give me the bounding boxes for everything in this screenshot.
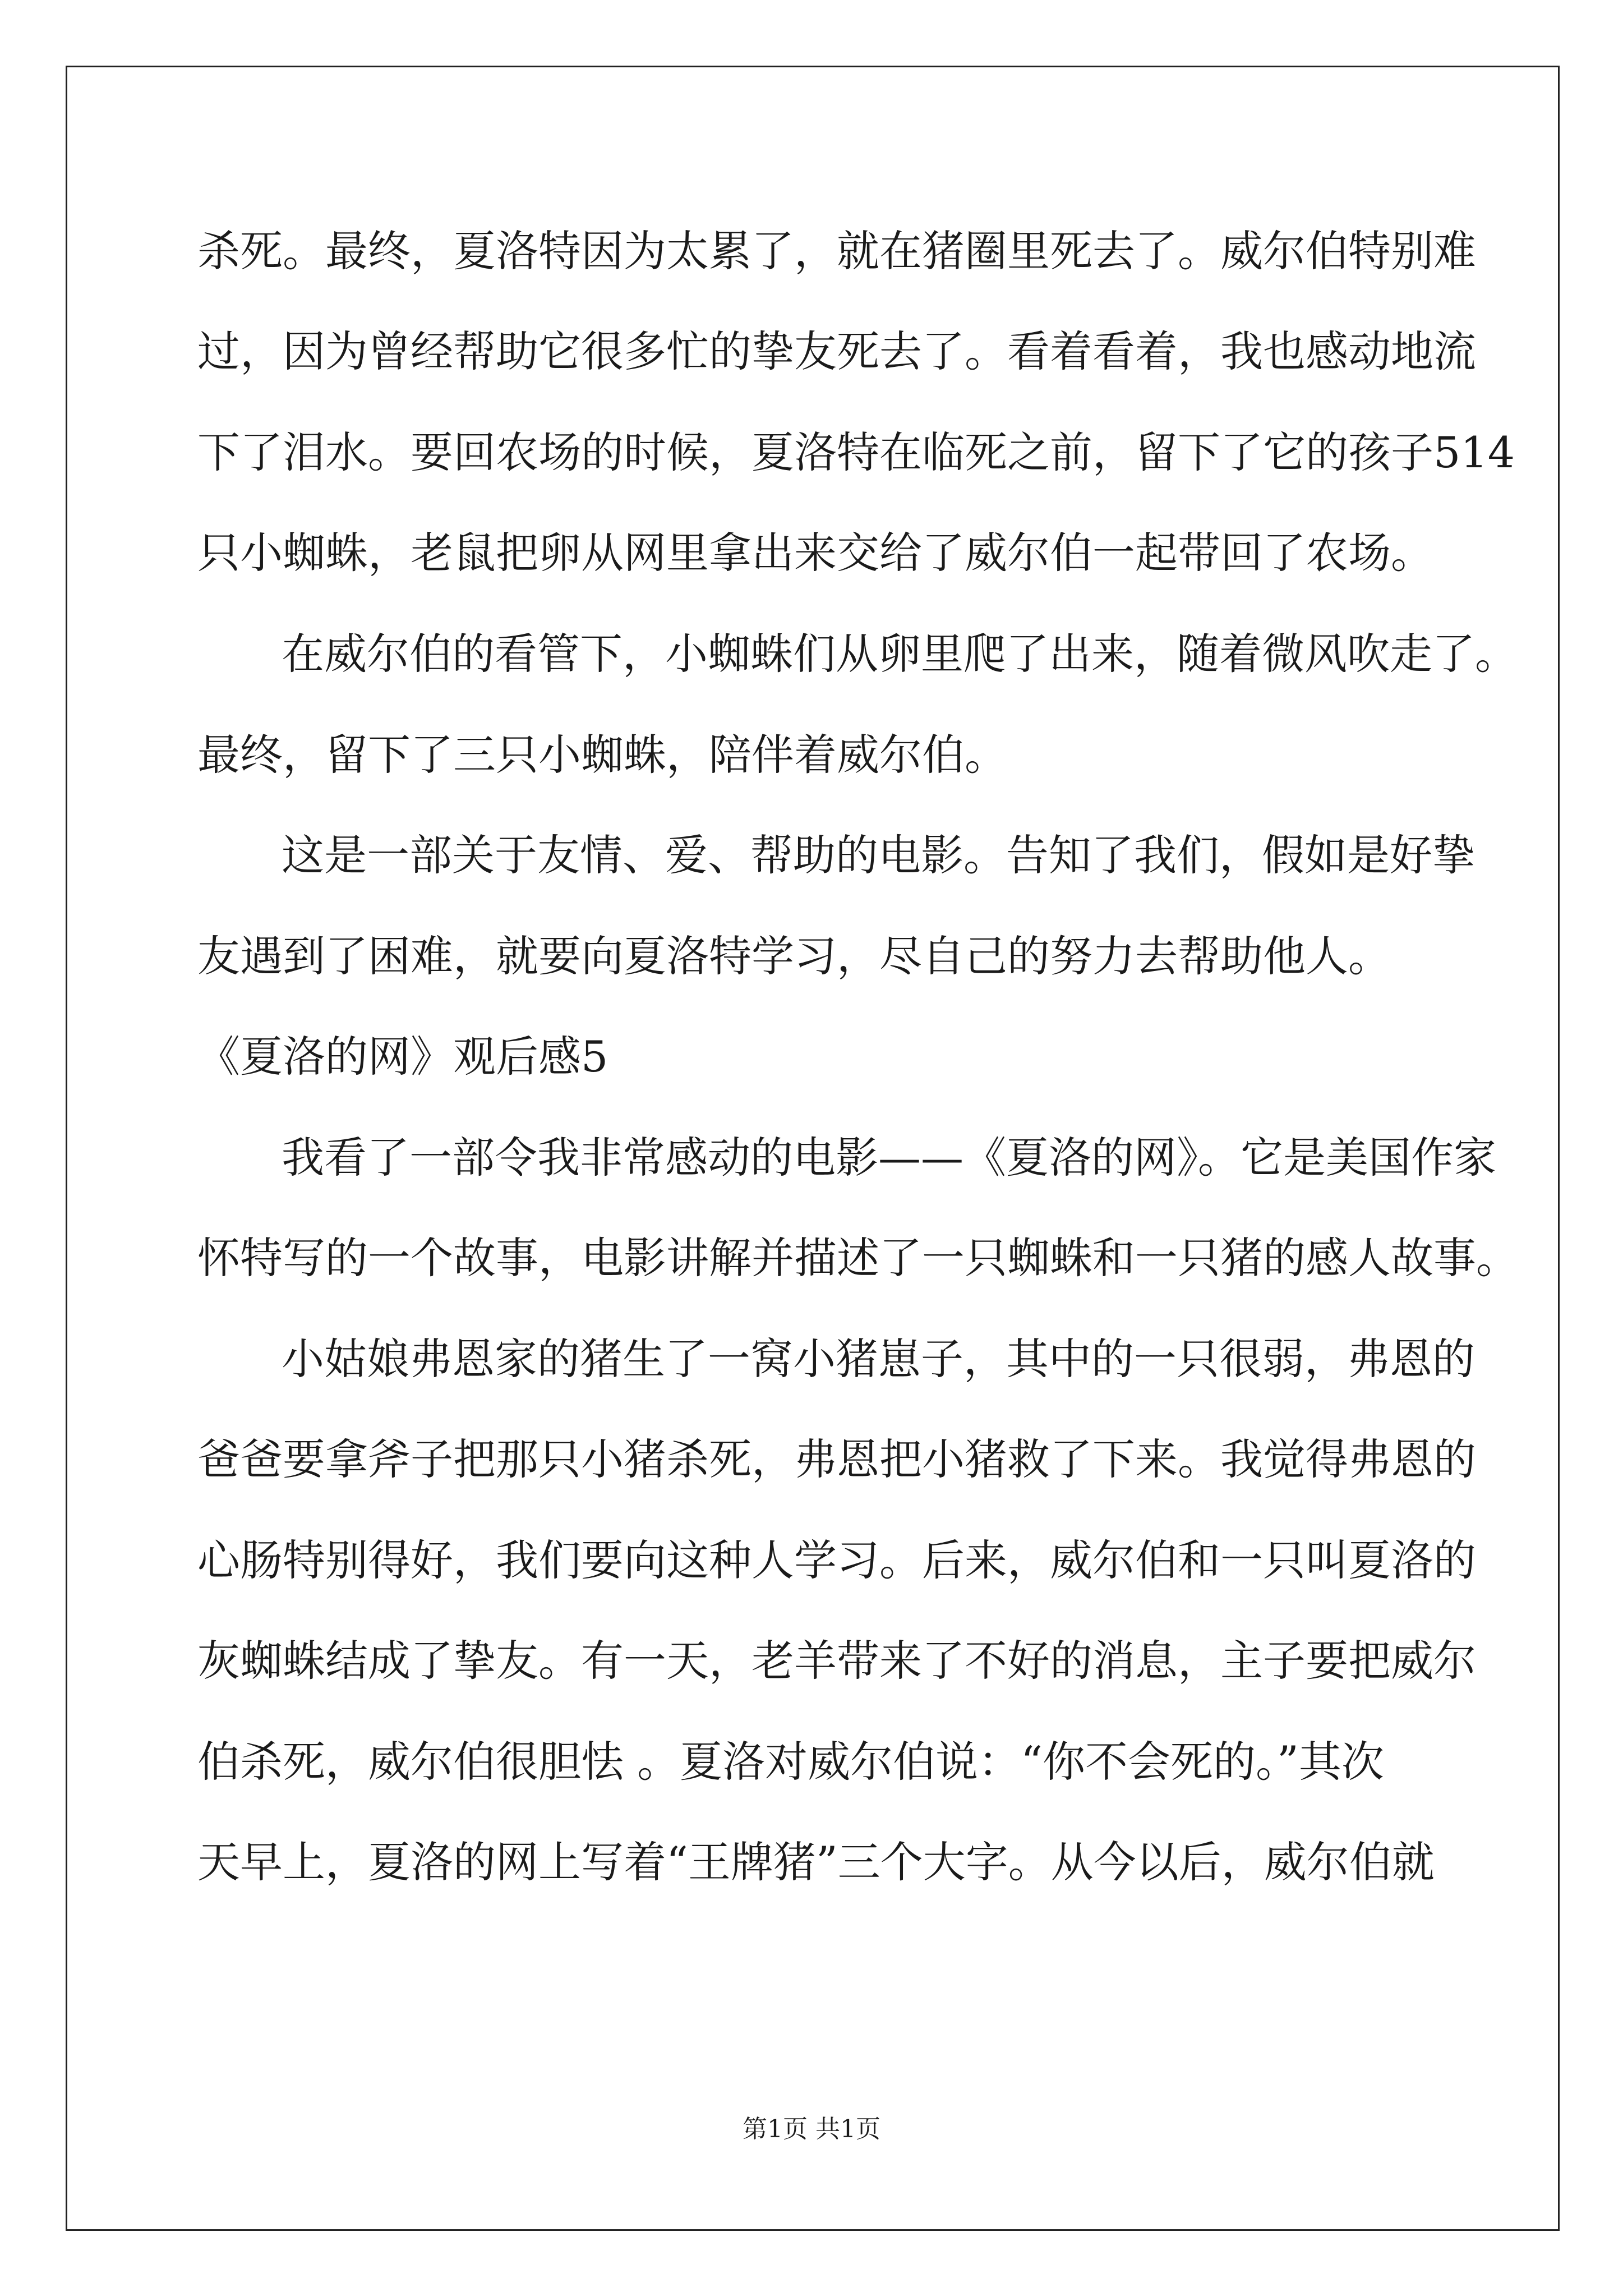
page-footer: 第1页 共1页 bbox=[743, 2115, 880, 2143]
text-line: 天早上，夏洛的网上写着“王牌猪”三个大字。从今以后，威尔伯就 bbox=[197, 1837, 1435, 1887]
text-line: 心肠特别得好，我们要向这种人学习。后来，威尔伯和一只叫夏洛的 bbox=[197, 1535, 1476, 1585]
text-line: 灰蜘蛛结成了挚友。有一天，老羊带来了不好的消息，主子要把威尔 bbox=[197, 1636, 1476, 1686]
text-line: 爸爸要拿斧子把那只小猪杀死，弗恩把小猪救了下来。我觉得弗恩的 bbox=[197, 1434, 1476, 1484]
text-line: 怀特写的一个故事，电影讲解并描述了一只蜘蛛和一只猪的感人故事。 bbox=[197, 1233, 1519, 1283]
text-line: 只小蜘蛛，老鼠把卵从网里拿出来交给了威尔伯一起带回了农场。 bbox=[197, 528, 1433, 578]
paragraph-first-line: 这是一部关于友情、爱、帮助的电影。告知了我们，假如是好挚 bbox=[282, 830, 1475, 880]
paragraph-first-line: 在威尔伯的看管下，小蜘蛛们从卵里爬了出来，随着微风吹走了。 bbox=[282, 629, 1518, 679]
text-line: 杀死。最终，夏洛特因为太累了，就在猪圈里死去了。威尔伯特别难 bbox=[197, 226, 1476, 276]
section-heading: 《夏洛的网》观后感5 bbox=[197, 1032, 608, 1082]
paragraph-first-line: 我看了一部令我非常感动的电影——《夏洛的网》。它是美国作家 bbox=[282, 1133, 1496, 1182]
text-line: 友遇到了困难，就要向夏洛特学习，尽自己的努力去帮助他人。 bbox=[197, 931, 1391, 981]
text-line: 下了泪水。要回农场的时候，夏洛特在临死之前，留下了它的孩子514 bbox=[197, 427, 1515, 477]
text-line: 伯杀死，威尔伯很胆怯 。夏洛对威尔伯说：“你不会死的。”其次 bbox=[197, 1737, 1384, 1787]
text-line: 过，因为曾经帮助它很多忙的挚友死去了。看着看着，我也感动地流 bbox=[197, 326, 1476, 376]
text-line: 最终，留下了三只小蜘蛛，陪伴着威尔伯。 bbox=[197, 730, 1007, 780]
paragraph-first-line: 小姑娘弗恩家的猪生了一窝小猪崽子，其中的一只很弱，弗恩的 bbox=[282, 1334, 1475, 1384]
